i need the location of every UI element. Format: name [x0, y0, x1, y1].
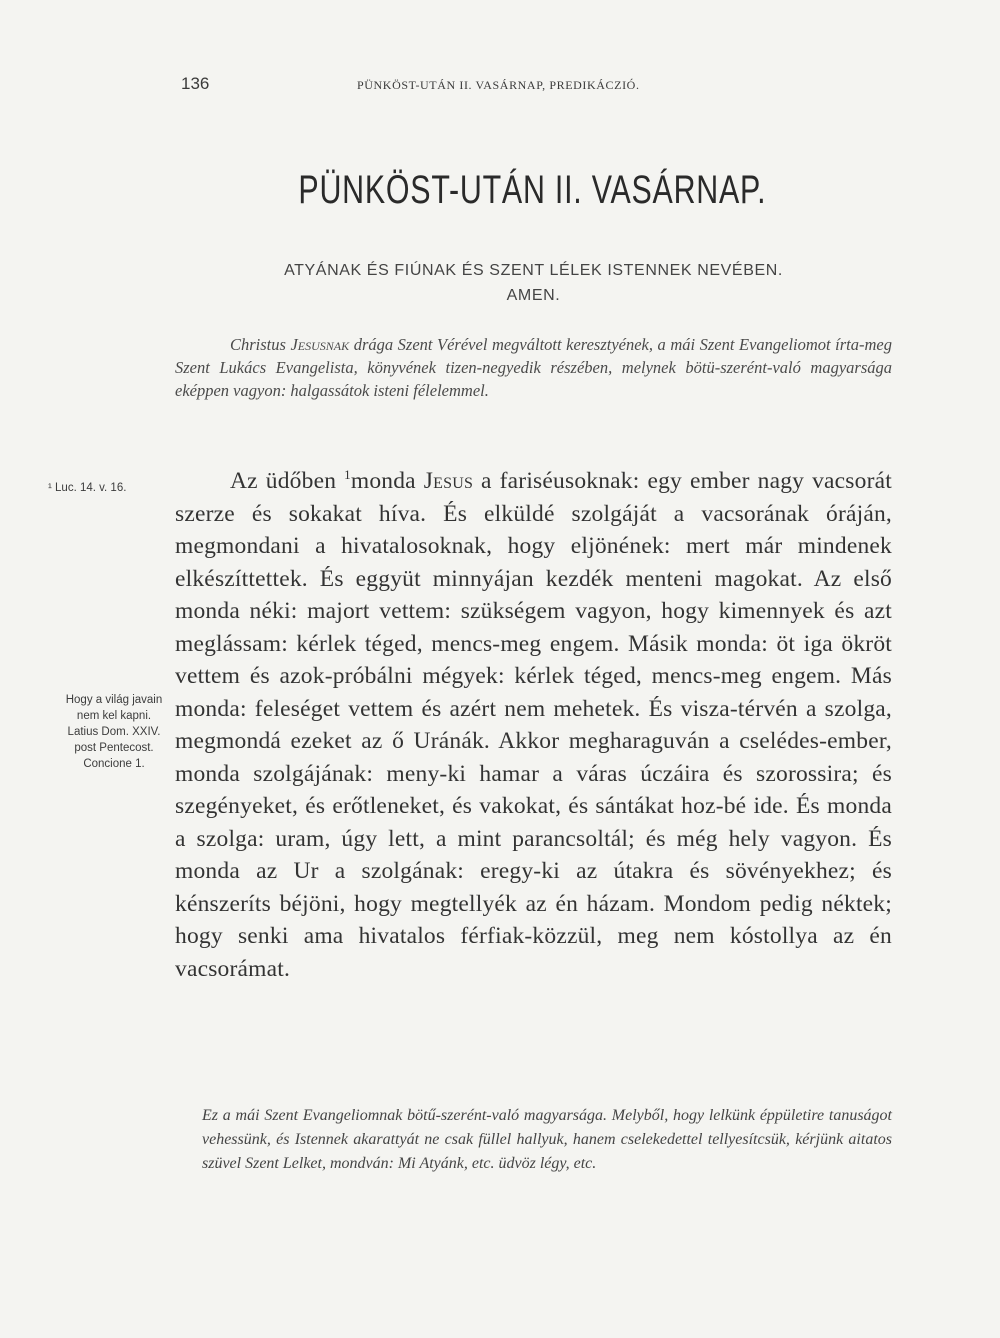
invocation-line: ATYÁNAK ÉS FIÚNAK ÉS SZENT LÉLEK ISTENNEK NEVÉBEN.	[284, 262, 783, 279]
intro-text-rest: drága Szent Vérével megváltott keresztyének, a mái Szent Evangeliomot írta-meg Szent Lukács Evangelista, könyvének tizen-negyedik részében, melynek bötü-szerént-való magyarsága eképpen vagyon: halgassátok isteni félelemmel.	[175, 335, 893, 400]
closing-paragraph: Ez a mái Szent Evangeliomnak bötű-szerént-való magyarsága. Melyből, hogy lelkünk éppületire tanuságot vehessünk, és Istennek akarattyát ne csak füllel hallyuk, hanem cselekedettel tellyesítcsük, kérjünk aitatos szüvel Szent Lelket, mondván: Mi Atyánk, etc. üdvöz légy, etc.	[202, 1107, 892, 1172]
page-title: PÜNKÖST-UTÁN II. VASÁRNAP.	[298, 168, 767, 212]
gospel-jesus-name: Jesus	[423, 468, 474, 494]
page-number: 136	[181, 74, 210, 93]
gospel-text	[175, 465, 892, 985]
running-title: PÜNKÖST-UTÁN II. VASÁRNAP, PREDIKÁCZIÓ.	[357, 78, 640, 92]
margin-side-note: Hogy a világ javain nem kel kapni. Latius Dom. XXIV. post Pentecost. Concione 1.	[65, 694, 163, 770]
running-header	[0, 74, 1000, 98]
invocation	[175, 258, 892, 308]
footnote-marker: 1	[344, 467, 351, 482]
gospel-paragraph	[175, 465, 892, 985]
intro-paragraph	[175, 333, 892, 402]
margin-scripture-ref: ¹ Luc. 14. v. 16.	[48, 482, 127, 494]
invocation-amen: AMEN.	[506, 287, 561, 304]
gospel-text-start: Az üdőben	[230, 468, 345, 494]
intro-jesus-name: Jesusnak	[290, 335, 350, 354]
gospel-text-body: a fariséusoknak: egy ember nagy vacsorát szerze és sokakat híva. És elküldé szolgáját a vacsorának óráján, megmondani a hivatalosoknak, hogy eljönének: mert már mindenek elkészíttettek. És eggyüt minnyájan kezdék menteni magokat. Az első monda néki: majort vettem: szükségem vagyon, hogy kimennyek és azt meglássam: kérlek téged, mencs-meg engem. Másik monda: öt iga ökröt vettem és azok-próbálni mégyek: kérlek téged, mencs-meg engem. Más monda: feleséget vettem és azért nem mehetek. És visza-térvén a szolga, megmondá ezeket az ő Uránák. Akkor megharaguván a cselédes-ember, monda szolgájának: meny-ki hamar a váras úczáira és szorossira; és szegényeket, és erőtleneket, és vakokat, és sántákat hoz-bé ide. És monda a szolga: uram, úgy lett, a mint parancsoltál; és még hely vagyon. És monda az Ur a szolgának: eregy-ki az útakra és sövényekhez; és kénszeríts béjöni, hogy megtellyék az én házam. Mondom pedig néktek; hogy senki ama hivatalos férfiak-közzül, meg nem kóstollya az én vacsorámat.	[175, 468, 892, 982]
intro-text: Christus	[230, 335, 291, 354]
gospel-text-monda: monda	[350, 468, 424, 494]
